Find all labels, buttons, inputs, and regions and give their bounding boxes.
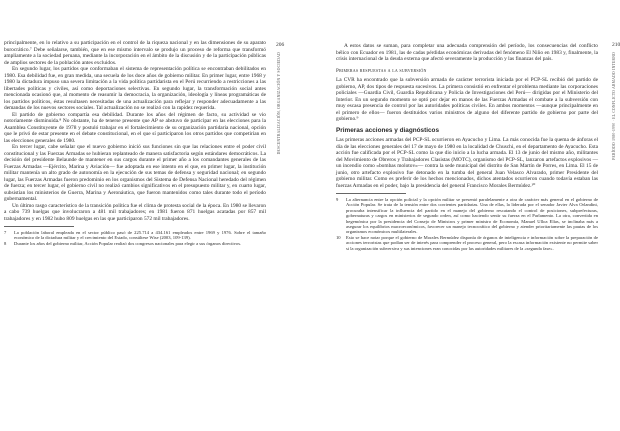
footnote-text: Esto se hace notar porque el gobierno de Morales Bermúdez disponía de órganos de inteligencia e información sobre la preparación de acciones terroristas que podían ser de interés para comprender el proceso general, pero la escasa información existente no permite saber si la organización subversiva y sus intenciones eran conocidas por las autoridades militares de la «segunda fase». bbox=[346, 234, 598, 251]
paragraph: En segundo lugar, los partidos que conformaban el sistema de representación política se encontraban debilitados en 1980. Esa debilidad fue, en gran medida, una secuela de los doce años de gobierno militar. En primer lugar, entre 1968 y 1980 la dictadura impuso una severa limitación a la vida política partidarista en el Perú recurriendo a restricciones a las libertades políticas y civiles, así como deportaciones selectivas. En segundo lugar, la transformación social antes mencionada ocasionó que, al momento de reasumir la democracia, la organización, ideología y líneas programáticas de los partidos políticos, éstas resultasen necesitadas de una actualización para reflejar y responder adecuadamente a las demandas de los nuevos sectores sociales. Tal actualización no se realizó con la rapidez requerida. bbox=[4, 66, 266, 111]
right-page bbox=[300, 0, 620, 431]
footnote-divider bbox=[336, 193, 406, 194]
subheading: Primeras respuestas a la subversión bbox=[336, 67, 427, 74]
footnote-mark: 10 bbox=[336, 234, 341, 240]
section-title: Primeras acciones y diagnósticos bbox=[336, 126, 440, 134]
left-page bbox=[0, 0, 300, 431]
footnote-text: La alternancia entre la opción policial y la opción militar se presentó paralelamente a otra de carácter más general en el gobierno de Acción Popular. Se trata de la tensión entre dos corrientes partidarias. Una de ellas, la liderada por el senador Javier Alva Orlandini, procuraba intensificar la influencia del partido en el manejo del gobierno rescatando el control de posiciones, subprefecturas, gobernaturas y cargos en ministerios de segundo orden, así como haciendo sentir su fuerza en el Parlamento. La otra, convertida en hegemónica por la presidencia del Consejo de Ministros y primer ministro de Economía, Manuel Ulloa Elías, se inclinaba más a asegurar los equilibrios macroeconómicos, favorecer un manejo tecnocrático del gobierno y atender prioritariamente las pautas de los organismos económicos multilaterales. bbox=[346, 197, 598, 235]
footnote-mark: 9 bbox=[336, 197, 339, 202]
left-text-column bbox=[4, 40, 266, 246]
footnote-text: Durante los años del gobierno militar, Acción Popular realizó dos congresos nacionales para elegir a sus órganos directivos. bbox=[14, 240, 242, 246]
running-head: DESCENTRALIZACIÓN, ORGANIZACIÓN Y SOCIEDAD bbox=[277, 52, 281, 155]
paragraph: En tercer lugar, cabe señalar que el nuevo gobierno inició sus funciones sin que las relaciones entre el poder civil constitucional y las Fuerzas Armadas se hubieran replanteado de manera satisfactoria según estándares democráticos. La decisión del presidente Belaunde de mantener en sus cargos durante el primer año a los comandantes generales de las Fuerzas Armadas —Ejército, Marina y Aviación— fue adoptada en ese intento en el que, en primer lugar, la institución militar mantenía un alto grado de autonomía en la ejecución de sus temas de defensa y seguridad nacional; en segundo lugar, las Fuerzas Armadas fueron predominio en los organismos del Sistema de Defensa Nacional heredado del régimen de fuerza; en tercer lugar, el gobierno civil no realizó cambios significativos en el presupuesto militar y, en cuarto lugar, subsistían los ministerios de Guerra, Marina y Aeronáutica, que fueron mantenidos como tales durante todo el período gubernamental. bbox=[4, 144, 266, 202]
paragraph: principalmente, en lo relativo a su participación en el control de la riqueza nacional y en las dimensiones de su aparato burocrático.⁷ Debe señalarse, también, que en ese mismo intervalo se produjo un proceso de reforma que transformó ampliamente a la sociedad peruana, mediante la incorporación en el ámbito de la discusión y de la participación públicas de amplios sectores de la población antes excluidos. bbox=[4, 40, 266, 66]
footnote bbox=[336, 197, 598, 235]
paragraph: Un último rasgo característico de la transición política fue el clima de protesta social de la época. En 1980 se llevaron a cabo 739 huelgas que involucraron a 481 mil trabajadores; en 1981 fueron 871 huelgas acatadas por 857 mil trabajadores y en 1982 hubo 809 huelgas en las que participaron 572 mil trabajadores. bbox=[4, 202, 266, 222]
paragraph: Las primeras acciones armadas del PCP-SL ocurrieron en Ayacucho y Lima. La más conocida fue la quema de ánforas el día de las elecciones generales del 17 de mayo de 1980 en la localidad de Chuschi, en el departamento de Ayacucho. Esta acción fue calificada por el PCP-SL como la que dio inicio a la lucha armada. El 13 de junio del mismo año, militantes del Movimiento de Obreros y Trabajadores Clasistas (MOTC), organismo del PCP-SL, lanzaron artefactos explosivos —un incendio como «bombas molotov»— contra la sede municipal del distrito de San Martín de Porres, en Lima. El 15 de junio, otro artefacto explosivo fue detonado en la tumba del general Juan Velasco Alvarado, primer Presidente del gobierno militar. Como es preferir de los hechos mencionados, dichos atentados ocurrieron cuando todavía estaban las fuerzas Armadas en el poder, bajo la presidencia del general Francisco Morales Bermúdez.¹⁰ bbox=[336, 137, 598, 189]
footnote-divider bbox=[4, 226, 74, 227]
footnote bbox=[4, 241, 266, 246]
footnote-text: La población laboral empleada en el sector público pasó de 225.714 a 434.161 empleados entre 1969 y 1976. Sobre el tamaño económico de la dictadura militar y el crecimiento del Estado, consúltese Wise (2003, 109-139). bbox=[14, 230, 266, 241]
paragraph: A estos datos se suman, para completar una adecuada comprensión del período, los consecuencias del conflicto bélico con Ecuador en 1981, las de cadas pérdidas económicas derivadas del fenómeno El Niño en 1983 y, finalmente, la crisis internacional de la deuda externa que afectó severamente la producción y las finanzas del país. bbox=[336, 43, 598, 62]
running-head: PERÍODO 1980-1990 · EL CONFLICTO ARMADO INTERNO bbox=[612, 52, 616, 160]
footnote-mark: 7 bbox=[4, 230, 7, 235]
page-number: 206 bbox=[276, 42, 285, 48]
footnote-mark: 8 bbox=[4, 240, 7, 246]
paragraph: La CVR ha encontrado que la subversión armada de carácter terrorista iniciada por el PCP-SL recibió del partido de gobierno, AP, dos tipos de respuesta sucesivos. La primera consistió en enfrentar el problema mediante las corporaciones policiales —Guardia Civil, Guardia Republicana y Policía de Investigaciones del Perú— dirigidas por el Ministerio del Interior. En un segundo momento se optó por dejar en manos de las Fuerzas Armadas el combate a la subversión con muy escasa presencia de control por las autoridades políticas civiles. En ambos momentos —aunque principalmente en el primero de ellos— fueron destituidos varios ministros de alguno del diferente partido de gobierno por parte del gobierno.⁹ bbox=[336, 77, 598, 122]
footnote bbox=[4, 230, 266, 241]
right-text-column bbox=[336, 43, 598, 251]
page-number: 210 bbox=[612, 42, 620, 48]
footnote bbox=[336, 235, 598, 251]
paragraph: El partido de gobierno compartía esa debilidad. Durante los años del régimen de facto, su actividad se vio notoriamente disminuida.⁸ No obstante, ha de tenerse presente que AP se abstuvo de participar en las elecciones para la Asamblea Constituyente de 1978 y postuló trabajar en el fortalecimiento de su organización partidaria nacional, opción que le privó de estar presente en el debate constitucional, en el que sí participaron los otros partidos que competirían en las elecciones generales de 1980. bbox=[4, 111, 266, 144]
